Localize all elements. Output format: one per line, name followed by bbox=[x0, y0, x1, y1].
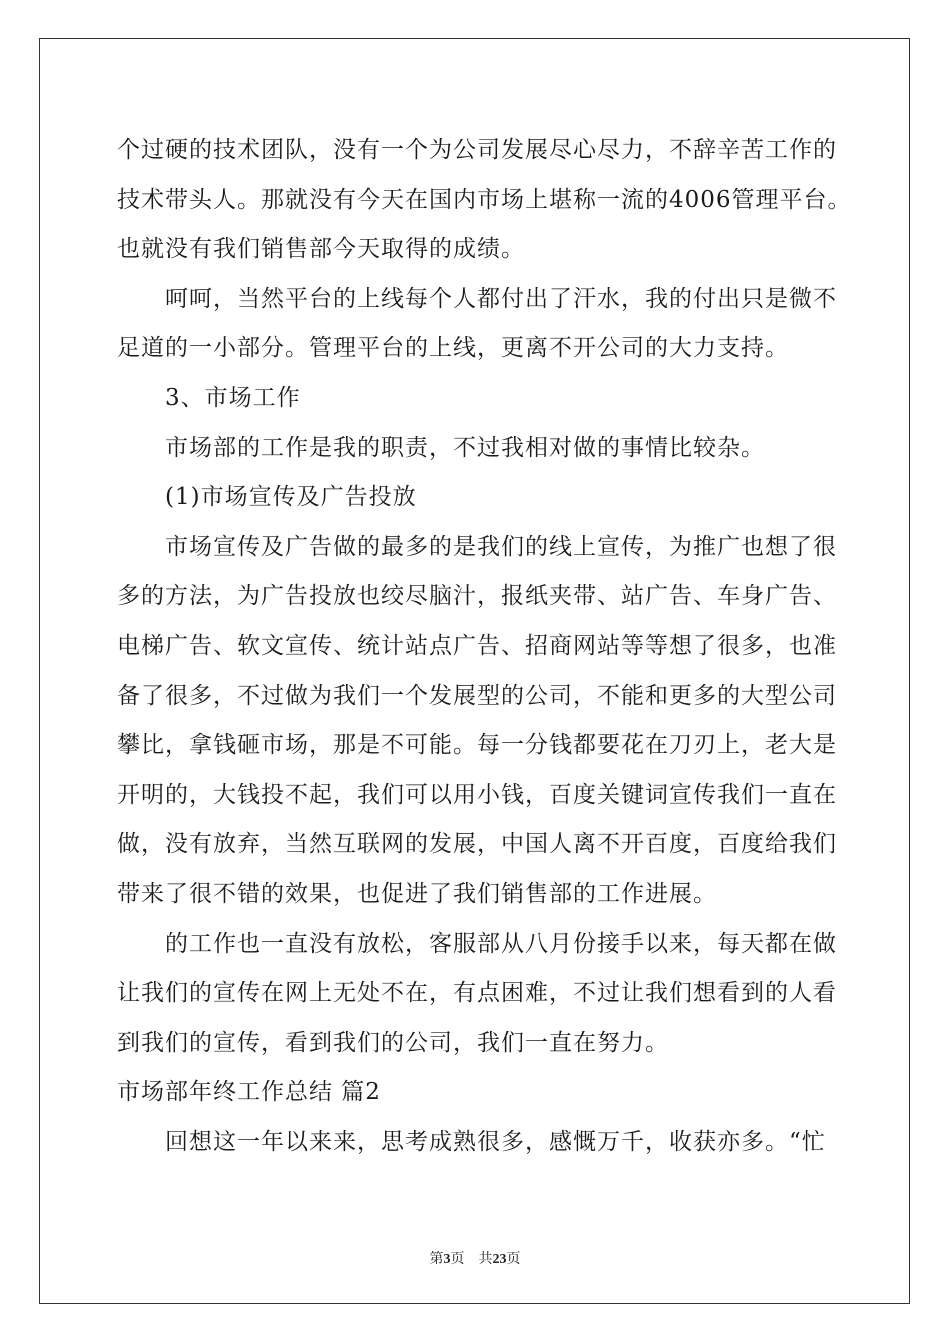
text-line: 到我们的宣传，看到我们的公司，我们一直在努力。 bbox=[117, 1029, 669, 1056]
text-line: 3、市场工作 bbox=[165, 384, 301, 411]
footer-middle: 页 共 bbox=[450, 1252, 493, 1267]
text-line: 回想这一年以来来，思考成熟很多，感慨万千，收获亦多。“忙 bbox=[165, 1128, 826, 1155]
text-line: 的工作也一直没有放松，客服部从八月份接手以来，每天都在做 bbox=[165, 930, 837, 957]
text-line: 技术带头人。那就没有今天在国内市场上堪称一流的4006管理平台。 bbox=[117, 186, 852, 213]
text-line: 让我们的宣传在网上无处不在，有点困难，不过让我们想看到的人看 bbox=[117, 980, 837, 1007]
text-line: 个过硬的技术团队，没有一个为公司发展尽心尽力，不辞辛苦工作的 bbox=[117, 137, 837, 163]
text-line: 开明的，大钱投不起，我们可以用小钱，百度关键词宣传我们一直在 bbox=[117, 781, 837, 808]
text-line: 做，没有放弃，当然互联网的发展，中国人离不开百度，百度给我们 bbox=[117, 831, 837, 858]
text-line: 多的方法，为广告投放也绞尽脑汁，报纸夹带、站广告、车身广告、 bbox=[117, 583, 837, 610]
text-line: (1)市场宣传及广告投放 bbox=[165, 484, 417, 511]
document-body bbox=[117, 126, 852, 1167]
text-line: 攀比，拿钱砸市场，那是不可能。每一分钱都要花在刀刃上，老大是 bbox=[117, 732, 837, 759]
text-line: 电梯广告、软文宣传、统计站点广告、招商网站等等想了很多，也准 bbox=[117, 632, 837, 659]
total-page-count: 23 bbox=[492, 1252, 507, 1267]
footer-prefix: 第 bbox=[429, 1252, 444, 1267]
text-line: 足道的一小部分。管理平台的上线，更离不开公司的大力支持。 bbox=[117, 335, 789, 362]
text-line: 市场部的工作是我的职责，不过我相对做的事情比较杂。 bbox=[165, 434, 765, 461]
text-line: 市场宣传及广告做的最多的是我们的线上宣传，为推广也想了很 bbox=[165, 533, 837, 560]
footer-suffix: 页 bbox=[506, 1252, 521, 1267]
text-line: 带来了很不错的效果，也促进了我们销售部的工作进展。 bbox=[117, 880, 717, 907]
text-line: 呵呵，当然平台的上线每个人都付出了汗水，我的付出只是微不 bbox=[165, 285, 837, 312]
text-line: 也就没有我们销售部今天取得的成绩。 bbox=[117, 236, 525, 263]
text-line: 备了很多，不过做为我们一个发展型的公司，不能和更多的大型公司 bbox=[117, 682, 837, 709]
current-page-number: 3 bbox=[443, 1252, 451, 1267]
text-line: 市场部年终工作总结 篇2 bbox=[117, 1079, 381, 1106]
page-footer bbox=[0, 1248, 950, 1268]
